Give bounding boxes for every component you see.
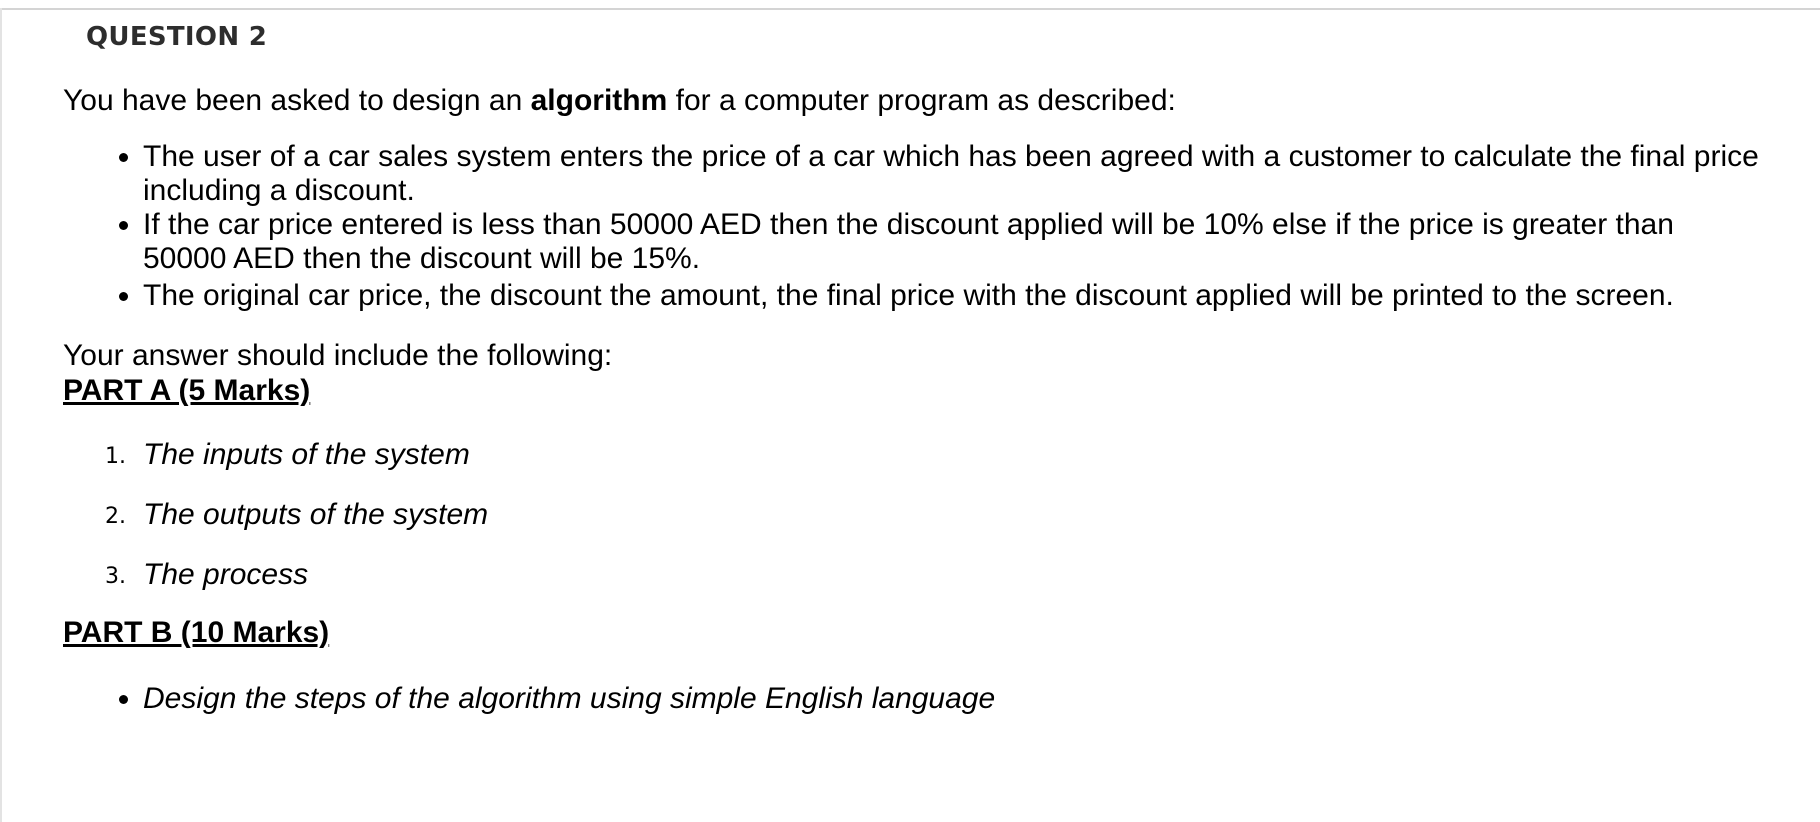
item-text: The process [143,558,309,591]
requirement-item: • The original car price, the discount the amount, the final price with the discount applied will be printed to the screen. [143,276,1763,316]
intro-paragraph [63,82,1763,120]
left-border [0,8,2,822]
item-number: 3. [105,564,126,589]
requirement-item: • The user of a car sales system enters the price of a car which has been agreed with a customer to calculate the final price including a discount. [143,140,1763,208]
part-a-item [105,436,1763,474]
answer-intro: Your answer should include the following: [63,339,613,372]
part-b-item: • Design the steps of the algorithm using simple English language [143,680,1763,718]
intro-text-after: for a computer program as described: [667,84,1176,117]
top-divider [0,8,1820,10]
question-body [63,82,1763,718]
requirements-list [63,140,1763,316]
item-text: The inputs of the system [143,438,470,471]
requirement-item: • If the car price entered is less than 50000 AED then the discount applied will be 10% else if the price is greater than 50000 AED then the discount will be 15%. [143,208,1763,276]
item-number: 1. [105,444,126,469]
part-a-item [105,496,1763,534]
part-b-heading: PART B (10 Marks) [63,616,330,649]
intro-bold-term: algorithm [530,84,668,117]
part-b-list [63,680,1763,718]
part-a-list [63,436,1763,594]
part-a-item [105,556,1763,594]
intro-text-before: You have been asked to design an [63,84,531,117]
question-heading: QUESTION 2 [86,22,268,52]
item-text: The outputs of the system [143,498,489,531]
item-number: 2. [105,504,126,529]
part-a-heading: PART A (5 Marks) [63,374,311,407]
